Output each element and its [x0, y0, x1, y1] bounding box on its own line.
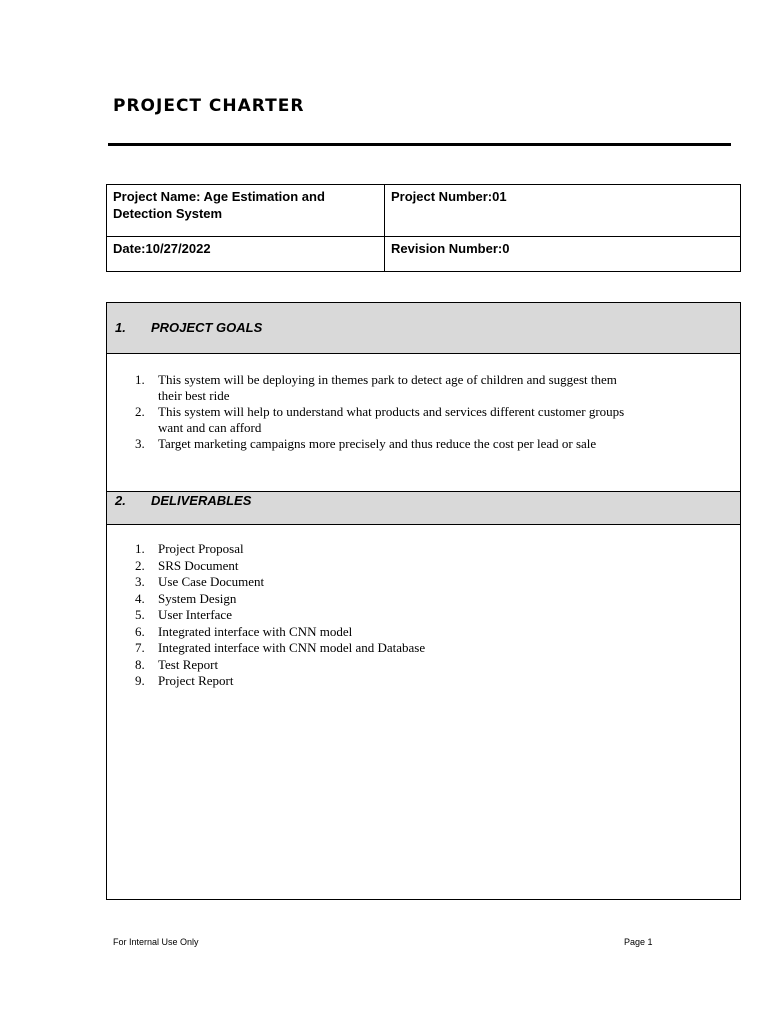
- project-goals-header: [107, 303, 740, 354]
- list-item-number: 3.: [135, 574, 145, 589]
- list-item: [107, 436, 628, 452]
- list-item-number: 7.: [135, 640, 145, 655]
- list-item-text: SRS Document: [158, 557, 239, 573]
- list-item-text: Project Proposal: [158, 541, 244, 556]
- deliverables-list: [107, 541, 628, 690]
- revision-number-cell: Revision Number:0: [391, 241, 510, 256]
- list-item-number: 4.: [135, 590, 145, 606]
- list-item-number: 2.: [135, 557, 145, 573]
- list-item: [107, 558, 628, 575]
- list-item-text: User Interface: [158, 607, 232, 622]
- list-item: [107, 624, 628, 641]
- list-item-text: Project Report: [158, 673, 234, 688]
- list-item: [107, 574, 628, 591]
- section-number: 2.: [115, 493, 126, 508]
- list-item-number: 6.: [135, 623, 145, 639]
- table-divider: [384, 185, 385, 271]
- list-item-number: 8.: [135, 656, 145, 672]
- list-item-text: Use Case Document: [158, 574, 265, 589]
- project-number-cell: Project Number:01: [391, 189, 507, 204]
- list-item-text: This system will be deploying in themes park to detect age of children and suggest them their best ride: [158, 372, 617, 403]
- list-item-number: 5.: [135, 607, 145, 622]
- list-item: [107, 607, 628, 624]
- list-item: [107, 640, 628, 657]
- list-item: [107, 541, 628, 558]
- list-item: [107, 591, 628, 608]
- list-item-text: Test Report: [158, 656, 219, 672]
- section-title: PROJECT GOALS: [151, 320, 263, 335]
- list-item-number: 1.: [135, 541, 145, 556]
- list-item-number: 3.: [135, 436, 145, 451]
- list-item-number: 9.: [135, 673, 145, 688]
- list-item: [107, 372, 628, 404]
- section-number: 1.: [115, 320, 126, 335]
- deliverables-header: [107, 491, 740, 525]
- project-name-cell: Project Name: Age Estimation and Detection System: [113, 189, 325, 221]
- page-title: PROJECT CHARTER: [113, 96, 305, 116]
- list-item-number: 2.: [135, 404, 145, 419]
- list-item: [107, 673, 628, 690]
- list-item-text: This system will help to understand what products and services different customer groups want and can afford: [158, 404, 625, 435]
- list-item: [107, 657, 628, 674]
- charter-sections: [106, 302, 741, 900]
- footer-classification: For Internal Use Only: [113, 937, 199, 947]
- table-divider: [107, 236, 740, 237]
- page-number: Page 1: [624, 937, 653, 947]
- list-item-number: 1.: [135, 372, 145, 387]
- title-divider: [108, 143, 731, 146]
- date-cell: Date:10/27/2022: [113, 241, 211, 256]
- list-item-text: Target marketing campaigns more precisely and thus reduce the cost per lead or sale: [158, 436, 597, 451]
- project-info-table: [106, 184, 741, 272]
- list-item: [107, 404, 628, 436]
- list-item-text: Integrated interface with CNN model and Database: [158, 640, 426, 655]
- list-item-text: Integrated interface with CNN model: [158, 623, 353, 639]
- list-item-text: System Design: [158, 590, 237, 606]
- section-title: DELIVERABLES: [151, 493, 252, 508]
- project-goals-list: [107, 372, 628, 452]
